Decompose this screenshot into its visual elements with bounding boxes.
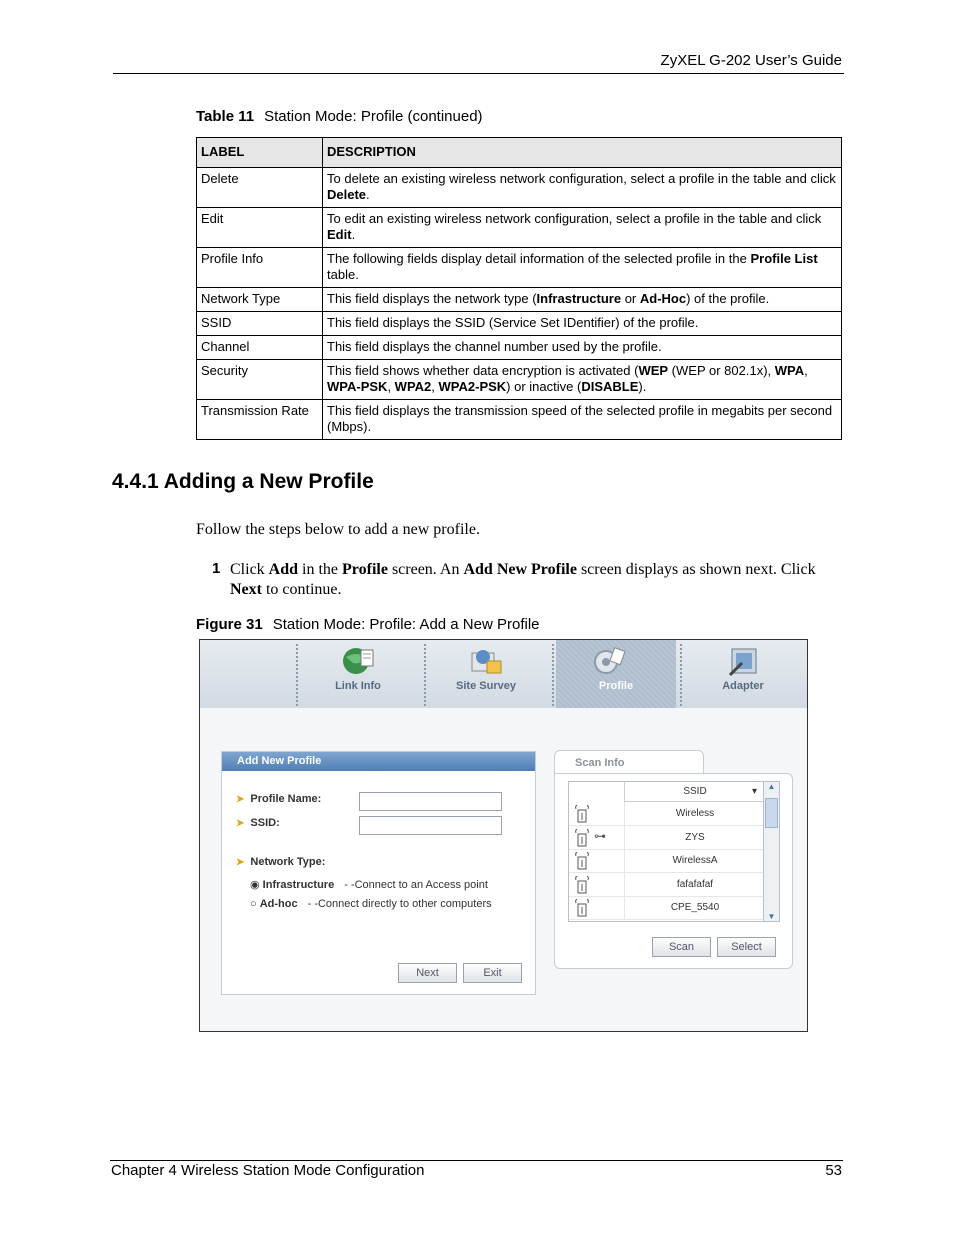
description-text: ).: [638, 379, 647, 394]
row-label: Channel: [197, 336, 323, 360]
description-text: This field displays the channel number used by the profile.: [327, 339, 662, 354]
bold-term: Next: [230, 581, 262, 598]
bold-term: Delete: [327, 187, 367, 202]
table-row: [197, 248, 842, 288]
scan-list-scrollbar[interactable]: [763, 781, 780, 922]
row-label: Security: [197, 360, 323, 400]
step-text-part: screen. An: [387, 561, 464, 578]
bold-term: WPA-PSK: [327, 379, 388, 394]
infrastructure-radio[interactable]: [250, 878, 488, 891]
add-new-profile-panel: [221, 751, 536, 995]
adapter-icon: [726, 645, 760, 677]
table-header-row: [197, 138, 842, 168]
arrow-bullet-icon: ➤: [236, 857, 245, 868]
description-text: To delete an existing wireless network configuration, select a profile in the table and click: [327, 171, 836, 186]
ssid-cell: Wireless: [624, 802, 765, 825]
header-rule: [113, 73, 844, 74]
adhoc-label: Ad-hoc: [259, 898, 298, 910]
site-survey-icon: [469, 645, 503, 677]
row-description: [323, 208, 842, 248]
row-label: Profile Info: [197, 248, 323, 288]
description-column-header: DESCRIPTION: [323, 138, 842, 168]
description-text: To edit an existing wireless network configuration, select a profile in the table and click: [327, 211, 822, 226]
panel-title: Add New Profile: [237, 755, 322, 767]
infrastructure-label: Infrastructure: [262, 879, 335, 891]
row-label: Transmission Rate: [197, 400, 323, 440]
utility-screenshot: [199, 639, 808, 1032]
tab-profile[interactable]: [556, 640, 676, 708]
scroll-up-icon[interactable]: ▲: [767, 782, 776, 791]
row-description: [323, 360, 842, 400]
profile-name-label-text: Profile Name:: [250, 793, 322, 805]
row-description: [323, 336, 842, 360]
ssid-cell: WirelessA: [624, 849, 765, 872]
scan-button[interactable]: Scan: [652, 937, 711, 957]
step-text-part: Click: [230, 561, 269, 578]
ssid-cell: fafafafaf: [624, 873, 765, 896]
row-label: Delete: [197, 168, 323, 208]
signal-strength-icon: [574, 899, 590, 917]
step-text-part: screen displays as shown next. Click: [576, 561, 816, 578]
exit-button[interactable]: Exit: [463, 963, 522, 983]
table-caption-text: Station Mode: Profile (continued): [264, 108, 483, 125]
scan-list: [568, 781, 765, 922]
ssid-input[interactable]: [359, 816, 502, 835]
description-text: This field shows whether data encryption is activated (: [327, 363, 639, 378]
tab-profile-label: Profile: [598, 680, 634, 692]
footer-rule: [110, 1160, 843, 1161]
description-text: or: [621, 291, 640, 306]
scan-list-row[interactable]: [569, 802, 764, 826]
arrow-bullet-icon: ➤: [236, 794, 245, 805]
description-text: (WEP or 802.1x),: [668, 363, 775, 378]
scan-list-row[interactable]: [569, 826, 764, 850]
ssid-label-text: SSID:: [250, 817, 280, 829]
table-number: Table 11: [196, 108, 255, 125]
scan-list-row[interactable]: [569, 873, 764, 897]
scan-info-tab[interactable]: [554, 750, 704, 775]
infrastructure-desc: - -Connect to an Access point: [344, 879, 488, 891]
profile-name-label: [236, 793, 321, 805]
section-title: 4.4.1 Adding a New Profile: [112, 470, 374, 493]
scroll-thumb[interactable]: [765, 798, 778, 828]
description-text: ) of the profile.: [686, 291, 770, 306]
tab-link-info[interactable]: [295, 640, 421, 708]
sort-dropdown-icon: ▾: [751, 786, 757, 797]
description-text: This field displays the network type (: [327, 291, 537, 306]
bold-term: DISABLE: [581, 379, 639, 394]
description-text: This field displays the transmission speed of the selected profile in megabits per second (Mbps).: [327, 403, 833, 434]
row-label: Edit: [197, 208, 323, 248]
ssid-column-header[interactable]: [624, 782, 765, 802]
profile-gear-icon: [592, 645, 626, 677]
ssid-cell: ZYS: [624, 826, 765, 849]
adhoc-desc: - -Connect directly to other computers: [307, 898, 492, 910]
bold-term: WPA2: [394, 379, 432, 394]
guide-title: ZyXEL G-202 User’s Guide: [660, 52, 842, 69]
bold-term: Profile: [342, 561, 388, 578]
row-description: [323, 312, 842, 336]
row-description: [323, 168, 842, 208]
bold-term: Add New Profile: [463, 561, 577, 578]
description-text: The following fields display detail information of the selected profile in the: [327, 251, 751, 266]
scroll-down-icon[interactable]: ▼: [767, 912, 776, 921]
panel-header: [222, 752, 535, 771]
network-type-label: [236, 856, 325, 868]
description-text: .: [351, 227, 356, 242]
ssid-column-label: SSID: [683, 786, 707, 797]
description-text: This field displays the SSID (Service Set IDentifier) of the profile.: [327, 315, 699, 330]
signal-strength-icon: [574, 805, 590, 823]
table-row: [197, 288, 842, 312]
radio-checked-icon: ◉: [250, 879, 260, 891]
bold-term: Ad-Hoc: [639, 291, 687, 306]
row-label: Network Type: [197, 288, 323, 312]
figure-caption: [196, 616, 540, 633]
bold-term: WEP: [638, 363, 669, 378]
page-number: 53: [825, 1162, 842, 1179]
network-type-label-text: Network Type:: [250, 856, 326, 868]
globe-icon: [341, 645, 375, 677]
scan-info-tab-label: Scan Info: [575, 757, 625, 769]
table-row: [197, 360, 842, 400]
row-description: [323, 248, 842, 288]
table-row: [197, 168, 842, 208]
bold-term: Profile List: [750, 251, 818, 266]
key-icon: ⊶: [594, 828, 606, 843]
description-text: ,: [804, 363, 808, 378]
radio-unchecked-icon: ○: [250, 898, 257, 910]
tab-adapter[interactable]: [680, 640, 806, 708]
ssid-label: [236, 817, 280, 829]
tab-site-survey[interactable]: [423, 640, 549, 708]
bold-term: WPA2-PSK: [438, 379, 507, 394]
table-row: [197, 312, 842, 336]
row-description: [323, 288, 842, 312]
row-label: SSID: [197, 312, 323, 336]
description-text: ) or inactive (: [506, 379, 582, 394]
step-text-part: in the: [298, 561, 343, 578]
bold-term: WPA: [774, 363, 805, 378]
step-text-part: to continue.: [261, 581, 342, 598]
step-number: 1: [212, 560, 221, 577]
table-row: [197, 208, 842, 248]
next-button[interactable]: Next: [398, 963, 457, 983]
profile-name-input[interactable]: [359, 792, 502, 811]
description-text: ,: [387, 379, 395, 394]
scan-info-panel: [554, 773, 793, 969]
signal-strength-icon: [574, 852, 590, 870]
bold-term: Infrastructure: [536, 291, 622, 306]
tab-link-info-label: Link Info: [335, 680, 381, 692]
arrow-bullet-icon: ➤: [236, 818, 245, 829]
tab-adapter-label: Adapter: [722, 680, 764, 692]
scan-list-row[interactable]: [569, 896, 764, 920]
table-caption: [196, 108, 483, 125]
description-text: .: [366, 187, 370, 202]
figure-number: Figure 31: [196, 616, 263, 633]
ssid-cell: CPE_5540: [624, 896, 765, 919]
table-row: [197, 336, 842, 360]
signal-strength-icon: [574, 876, 590, 894]
scan-list-row[interactable]: [569, 849, 764, 873]
bold-term: Add: [268, 561, 299, 578]
select-button[interactable]: Select: [717, 937, 776, 957]
description-text: ,: [431, 379, 439, 394]
toolbar: [200, 640, 807, 708]
bold-term: Edit: [327, 227, 352, 242]
signal-strength-icon: [574, 829, 590, 847]
tab-site-survey-label: Site Survey: [456, 680, 516, 692]
chapter-title: Chapter 4 Wireless Station Mode Configuration: [111, 1162, 425, 1179]
intro-paragraph: Follow the steps below to add a new profile.: [196, 521, 480, 538]
adhoc-radio[interactable]: [250, 898, 492, 910]
label-column-header: LABEL: [197, 138, 323, 168]
description-text: table.: [327, 267, 359, 282]
table-row: [197, 400, 842, 440]
spec-table: [196, 137, 842, 440]
row-description: [323, 400, 842, 440]
figure-caption-text: Station Mode: Profile: Add a New Profile: [272, 616, 540, 633]
step-text: [230, 560, 830, 600]
